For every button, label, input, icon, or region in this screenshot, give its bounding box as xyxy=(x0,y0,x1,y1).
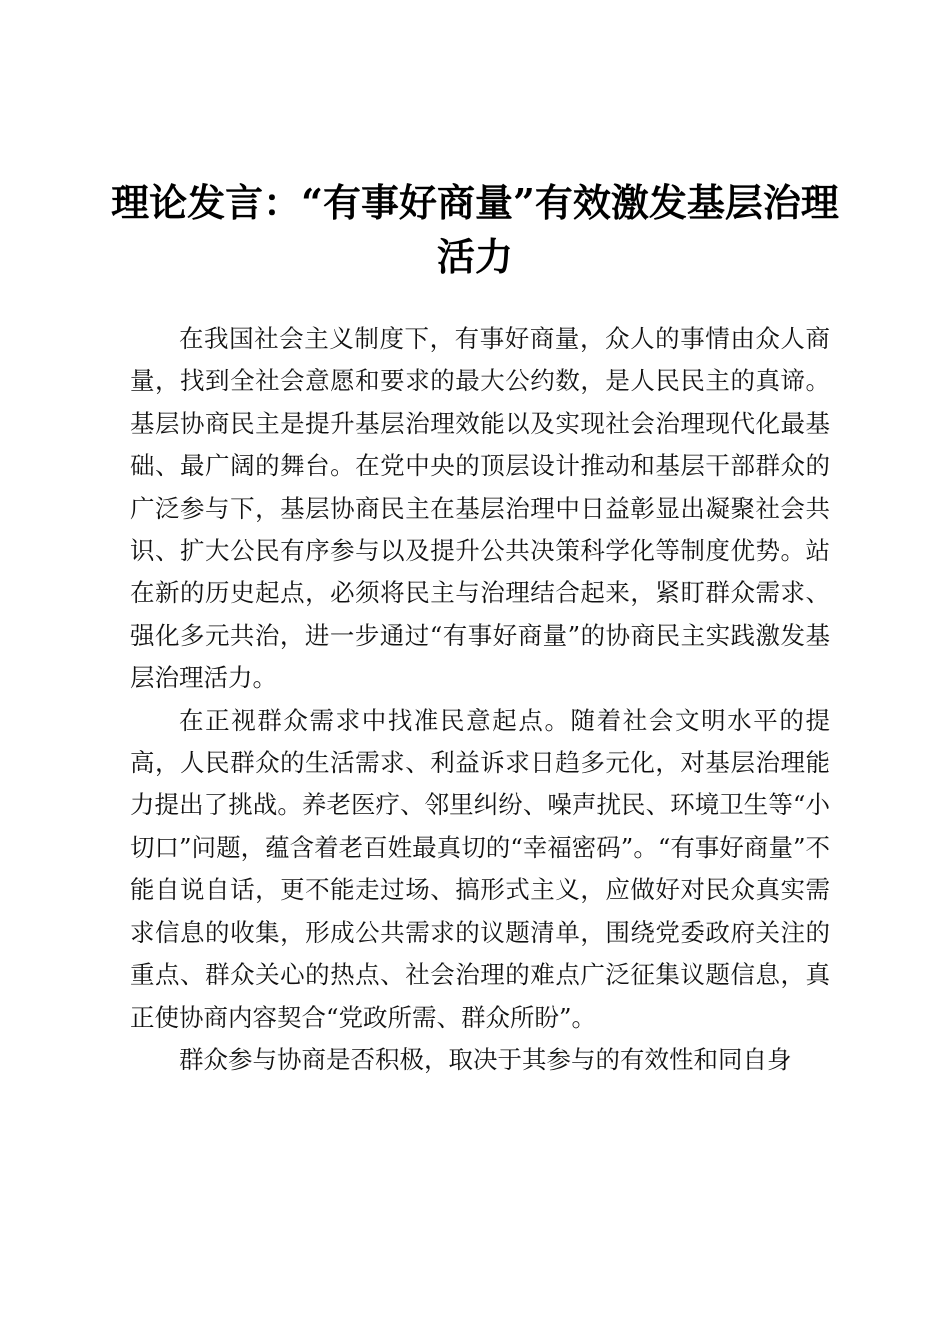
document-body xyxy=(130,318,830,1081)
paragraph-participation: 群众参与协商是否积极，取决于其参与的有效性和同自身 xyxy=(179,1044,792,1074)
paragraph-public-needs: 在正视群众需求中找准民意起点。随着社会文明水平的提高，人民群众的生活需求、利益诉求日趋多元化，对基层治理能力提出了挑战。养老医疗、邻里纠纷、噪声扰民、环境卫生等“小切口”问题，蕴含着老百姓最真切的“幸福密码”。“有事好商量”不能自说自话，更不能走过场、搞形式主义，应做好对民众真实需求信息的收集，形成公共需求的议题清单，围绕党委政府关注的重点、群众关心的热点、社会治理的难点广泛征集议题信息，真正使协商内容契合“党政所需、群众所盼”。 xyxy=(130,705,830,1032)
document-title: 理论发言：“有事好商量”有效激发基层治理活力 xyxy=(111,180,839,279)
paragraph-intro: 在我国社会主义制度下，有事好商量，众人的事情由众人商量，找到全社会意愿和要求的最大公约数，是人民民主的真谛。基层协商民主是提升基层治理效能以及实现社会治理现代化最基础、最广阔的舞台。在党中央的顶层设计推动和基层干部群众的广泛参与下，基层协商民主在基层治理中日益彰显出凝聚社会共识、扩大公民有序参与以及提升公共决策科学化等制度优势。站在新的历史起点，必须将民主与治理结合起来，紧盯群众需求、强化多元共治，进一步通过“有事好商量”的协商民主实践激发基层治理活力。 xyxy=(130,324,830,693)
